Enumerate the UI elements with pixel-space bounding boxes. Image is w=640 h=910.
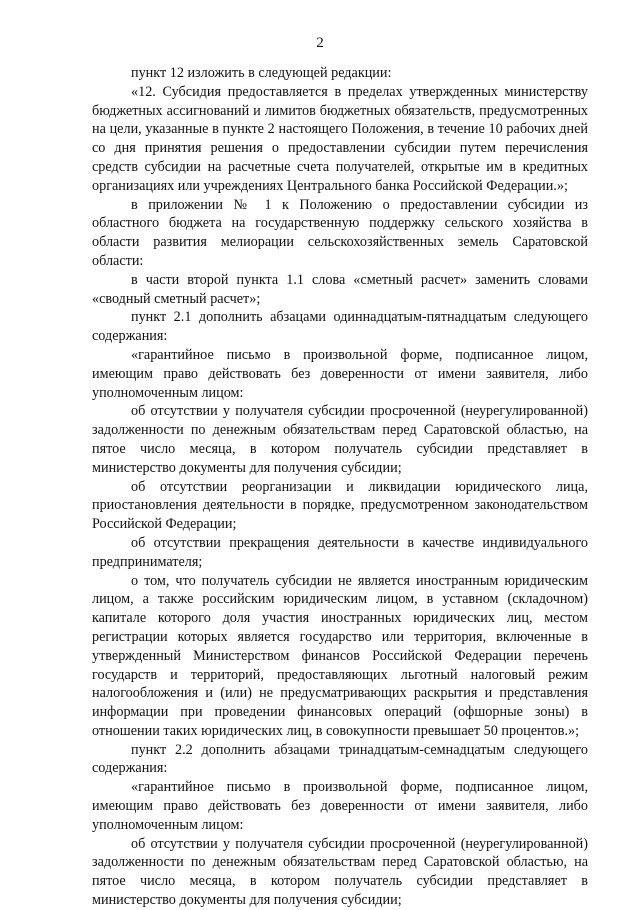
page-number: 2 — [316, 35, 324, 51]
paragraph-10: о том, что получатель субсидии не является иностранным юридическим лицом, а также российским юридическим лицом, в уставном (складочном) капитале которого доля участия иностранных юридических лиц, местом регистрации которых является государство или территория, включенные в утвержденный Министерством финансов Российской Федерации перечень государств и территорий, предоставляющих льготный налоговый режим налогообложения и (или) не предусматривающих раскрытия и представления информации при проведении финансовых операций (офшорные зоны) в отношении таких юридических лиц, в совокупности превышает 50 процентов.»; — [92, 572, 588, 739]
paragraph-6: «гарантийное письмо в произвольной форме, подписанное лицом, имеющим право действовать без доверенности от имени заявителя, либо уполномоченным лицом: — [92, 346, 588, 401]
paragraph-11: пункт 2.2 дополнить абзацами тринадцатым-семнадцатым следующего содержания: — [92, 741, 588, 777]
paragraph-3: в приложении № 1 к Положению о предоставлении субсидии из областного бюджета на государственную поддержку сельского хозяйства в области развития мелиорации сельскохозяйственных земель Саратовской области: — [92, 196, 588, 269]
paragraph-8: об отсутствии реорганизации и ликвидации юридического лица, приостановления деятельности в порядке, предусмотренном законодательством Российской Федерации; — [92, 478, 588, 533]
paragraph-2: «12. Субсидия предоставляется в пределах утвержденных министерству бюджетных ассигнований и лимитов бюджетных обязательств, предусмотренных на цели, указанные в пункте 2 настоящего Положения, в течение 10 рабочих дней со дня принятия решения о предоставлении субсидии путем перечисления средств субсидии на расчетные счета получателей, открытые им в кредитных организациях или учреждениях Центрального банка Российской Федерации.»; — [92, 83, 588, 194]
paragraph-7: об отсутствии у получателя субсидии просроченной (неурегулированной) задолженности по денежным обязательствам перед Саратовской областью, на пятое число месяца, в котором получатель субсидии представляет в министерство документы для получения субсидии; — [92, 403, 588, 476]
paragraph-13: об отсутствии у получателя субсидии просроченной (неурегулированной) задолженности по денежным обязательствам перед Саратовской областью, на пятое число месяца, в котором получатель субсидии представляет в министерство документы для получения субсидии; — [92, 835, 588, 909]
paragraph-5: пункт 2.1 дополнить абзацами одиннадцатым-пятнадцатым следующего содержания: — [92, 309, 588, 345]
paragraph-1: пункт 12 изложить в следующей редакции: — [131, 65, 392, 81]
paragraph-12: «гарантийное письмо в произвольной форме, подписанное лицом, имеющим право действовать без доверенности от имени заявителя, либо уполномоченным лицом: — [92, 779, 588, 833]
paragraph-9: об отсутствии прекращения деятельности в качестве индивидуального предпринимателя; — [92, 534, 588, 570]
document-body — [92, 64, 588, 910]
paragraph-4: в части второй пункта 1.1 слова «сметный расчет» заменить словами «сводный сметный расчет»; — [92, 271, 588, 307]
